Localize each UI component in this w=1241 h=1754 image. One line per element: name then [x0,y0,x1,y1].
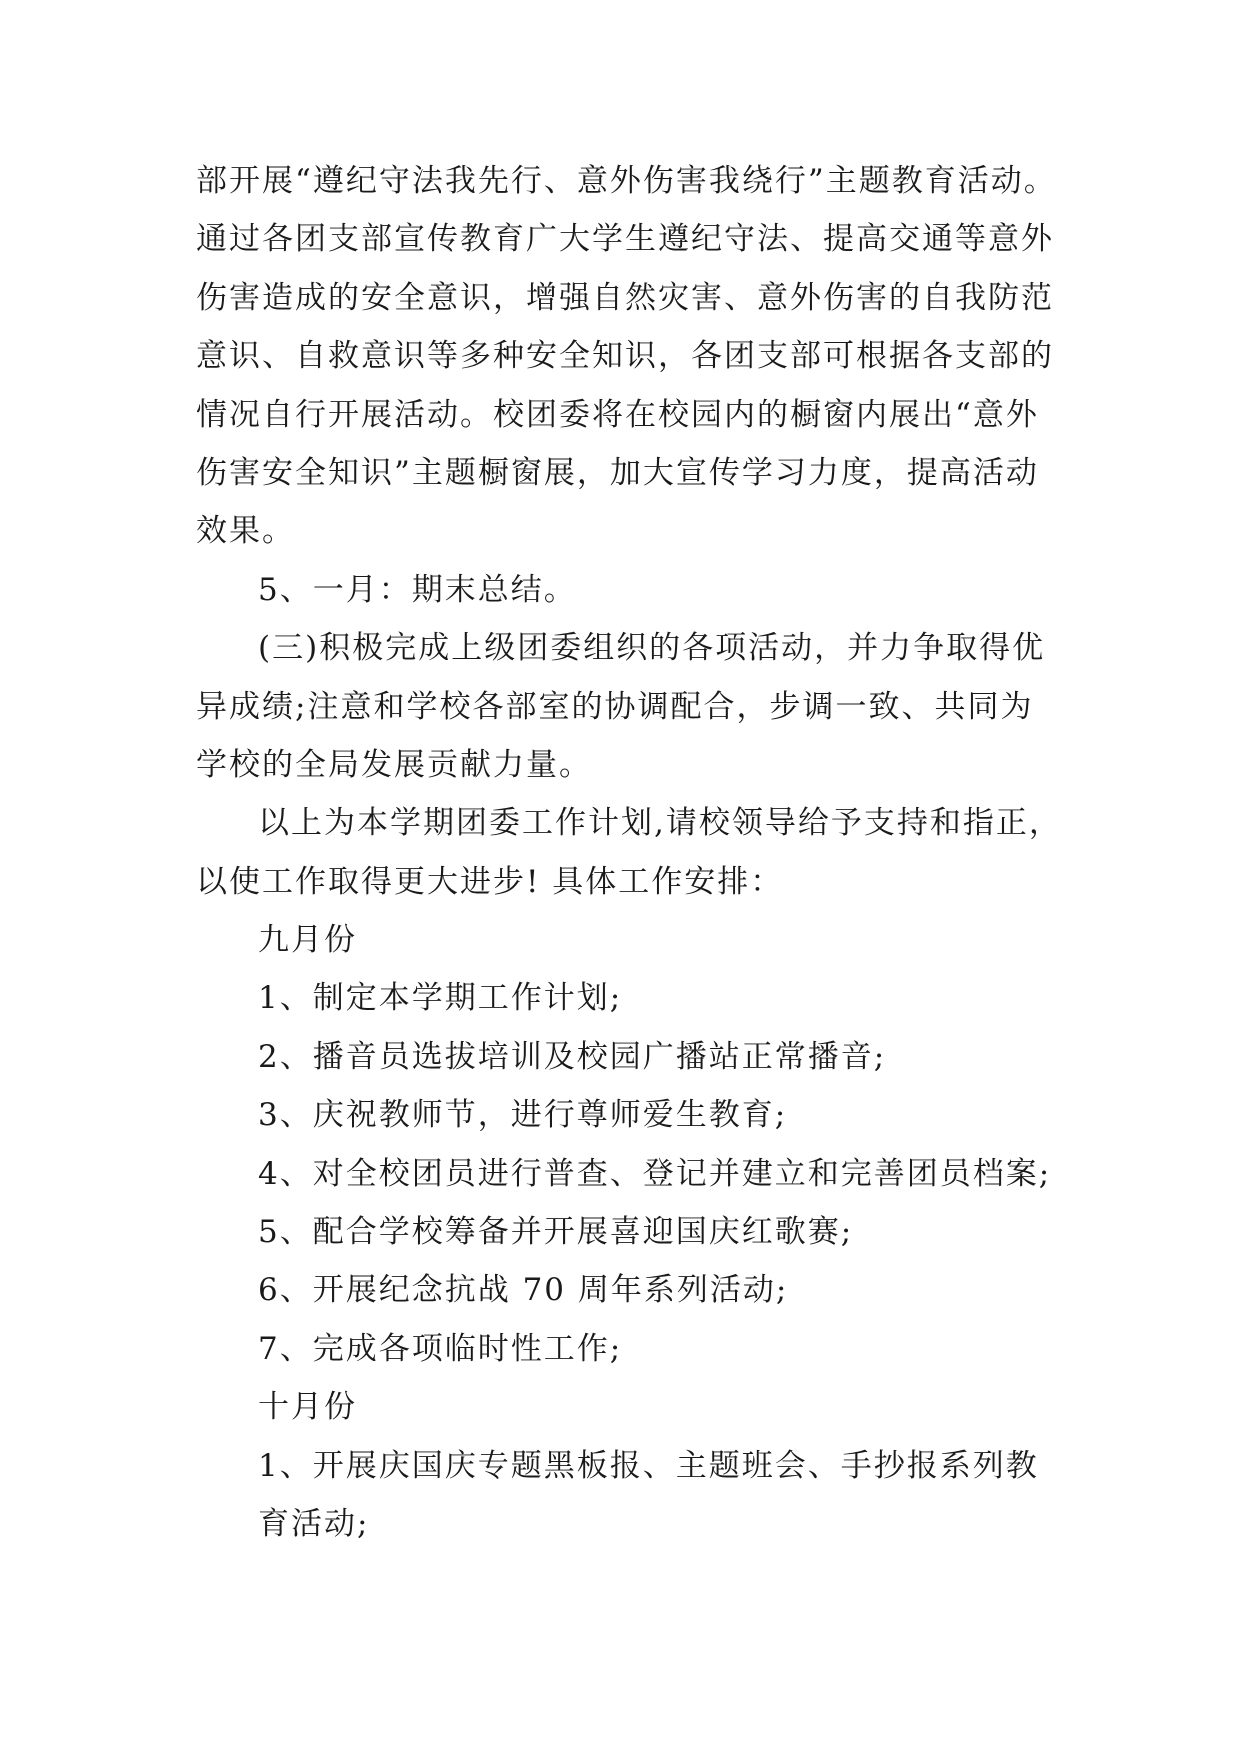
paragraph-line: (三)积极完成上级团委组织的各项活动，并力争取得优 [258,630,1046,667]
paragraph-line: 异成绩;注意和学校各部室的协调配合，步调一致、共同为 [196,688,1034,725]
paragraph-line: 通过各团支部宣传教育广大学生遵纪守法、提高交通等意外 [196,221,1054,258]
list-item: 3、庆祝教师节，进行尊师爱生教育; [258,1097,788,1134]
list-item: 7、完成各项临时性工作; [258,1330,623,1367]
section-heading: 九月份 [258,922,357,959]
paragraph-line: 伤害造成的安全意识，增强自然灾害、意外伤害的自我防范 [196,279,1054,316]
paragraph-line: 伤害安全知识”主题橱窗展，加大宣传学习力度，提高活动 [196,454,1039,491]
paragraph-line: 学校的全局发展贡献力量。 [196,746,592,783]
paragraph-line: 效果。 [196,513,295,550]
list-item: 4、对全校团员进行普查、登记并建立和完善团员档案; [258,1155,1052,1192]
list-item: 5、一月：期末总结。 [258,571,577,608]
paragraph-line: 部开展“遵纪守法我先行、意外伤害我绕行”主题教育活动。 [196,163,1057,199]
paragraph-line: 以使工作取得更大进步! 具体工作安排： [196,863,784,900]
list-item: 6、开展纪念抗战 70 周年系列活动; [258,1272,789,1309]
paragraph-line: 情况自行开展活动。校团委将在校园内的橱窗内展出“意外 [196,396,1039,433]
paragraph-line: 以上为本学期团委工作计划,请校领导给予支持和指正， [258,805,1062,842]
list-item: 1、制定本学期工作计划; [258,980,623,1017]
list-item: 1、开展庆国庆专题黑板报、主题班会、手抄报系列教 [258,1447,1039,1484]
list-item: 5、配合学校筹备并开展喜迎国庆红歌赛; [258,1214,854,1251]
list-item: 育活动; [258,1505,370,1542]
paragraph-line: 意识、自救意识等多种安全知识，各团支部可根据各支部的 [196,338,1054,375]
section-heading: 十月份 [258,1389,357,1426]
list-item: 2、播音员选拔培训及校园广播站正常播音; [258,1038,887,1075]
document-body [196,152,1076,1553]
